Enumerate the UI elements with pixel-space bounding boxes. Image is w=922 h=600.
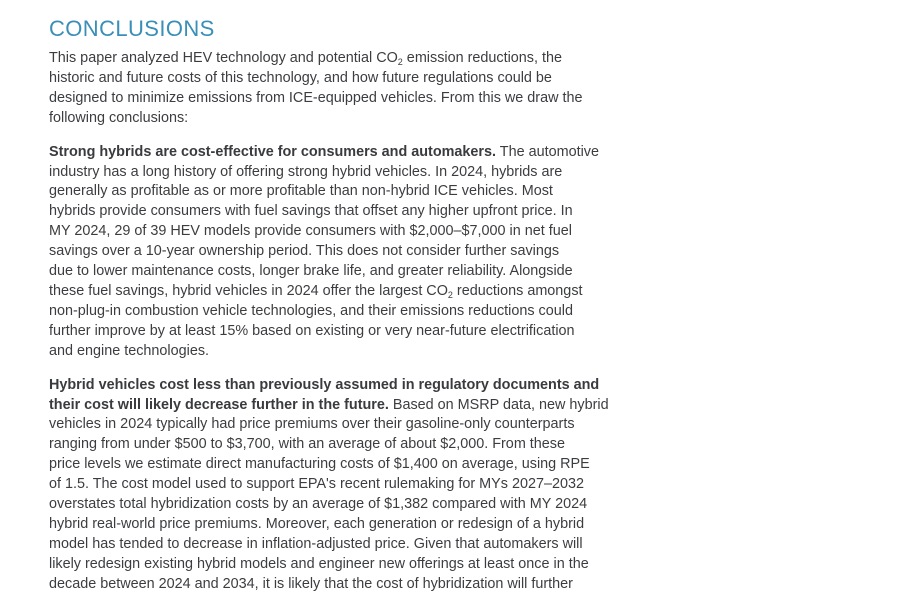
section-heading: CONCLUSIONS [49,16,215,41]
text-line: savings over a 10-year ownership period. This does not consider further savings [49,243,560,260]
text-line: these fuel savings, hybrid vehicles in 2024 offer the largest $CO_2$ reductions amongst [49,282,583,300]
text-line [49,376,649,396]
text-line: further improve by at least 15% based on existing or very near-future electrification [49,322,575,339]
lead-sentence: Hybrid vehicles cost less than previously assumed in regulatory documents and [49,376,600,393]
text-line: MY 2024, 29 of 39 HEV models provide consumers with $2,000–$7,000 in net fuel [49,223,572,240]
document-body [49,49,649,600]
text-line: hybrids provide consumers with fuel savings that offset any higher upfront price. In [49,203,573,220]
hybrid-cost-less-paragraph [49,376,649,595]
text-line: industry has a long history of offering strong hybrid vehicles. In 2024, hybrids are [49,163,563,180]
text-line: of 1.5. The cost model used to support EPA's recent rulemaking for MYs 2027–2032 [49,476,584,493]
lead-sentence: Strong hybrids are cost-effective for consumers and automakers. [49,143,497,160]
text-line: vehicles in 2024 typically had price premiums over their gasoline-only counterparts [49,416,575,433]
text-line: following conclusions: [49,109,189,126]
text-line: Strong hybrids are cost-effective for consumers and automakers. The automotive [49,143,599,160]
text-line: generally as profitable as or more profitable than non-hybrid ICE vehicles. Most [49,183,553,200]
text-line: and engine technologies. [49,342,210,359]
text-line: non-plug-in combustion vehicle technologies, and their emissions reductions could [49,302,573,319]
text-line: likely redesign existing hybrid models and engineer new offerings at least once in the [49,555,589,572]
text-line: their cost will likely decrease further in the future. Based on MSRP data, new hybrid [49,396,609,413]
hybrids-cost-effective-paragraph [49,143,649,362]
text-line: hybrid real-world price premiums. Moreover, each generation or redesign of a hybrid [49,515,585,532]
text-line: historic and future costs of this technology, and how future regulations could be [49,69,552,86]
text-line: ranging from under $500 to $3,700, with an average of about $2,000. From these [49,436,566,453]
text-line: designed to minimize emissions from ICE-equipped vehicles. From this we draw the [49,89,583,106]
text-line: This paper analyzed HEV technology and potential $CO_2$ emission reductions, the [49,50,562,67]
text-line: model has tended to decrease in inflation-adjusted price. Given that automakers will [49,535,583,552]
text-line: due to lower maintenance costs, longer brake life, and greater reliability. Alongside [49,263,573,280]
text-line: overstates total hybridization costs by an average of $1,382 compared with MY 2024 [49,496,588,513]
intro-paragraph [49,49,649,129]
text-line: price levels we estimate direct manufacturing costs of $1,400 on average, using RPE [49,456,590,473]
text-line: decade between 2024 and 2034, it is likely that the cost of hybridization will further [49,575,573,592]
lead-sentence: their cost will likely decrease further in the future. [49,396,389,413]
